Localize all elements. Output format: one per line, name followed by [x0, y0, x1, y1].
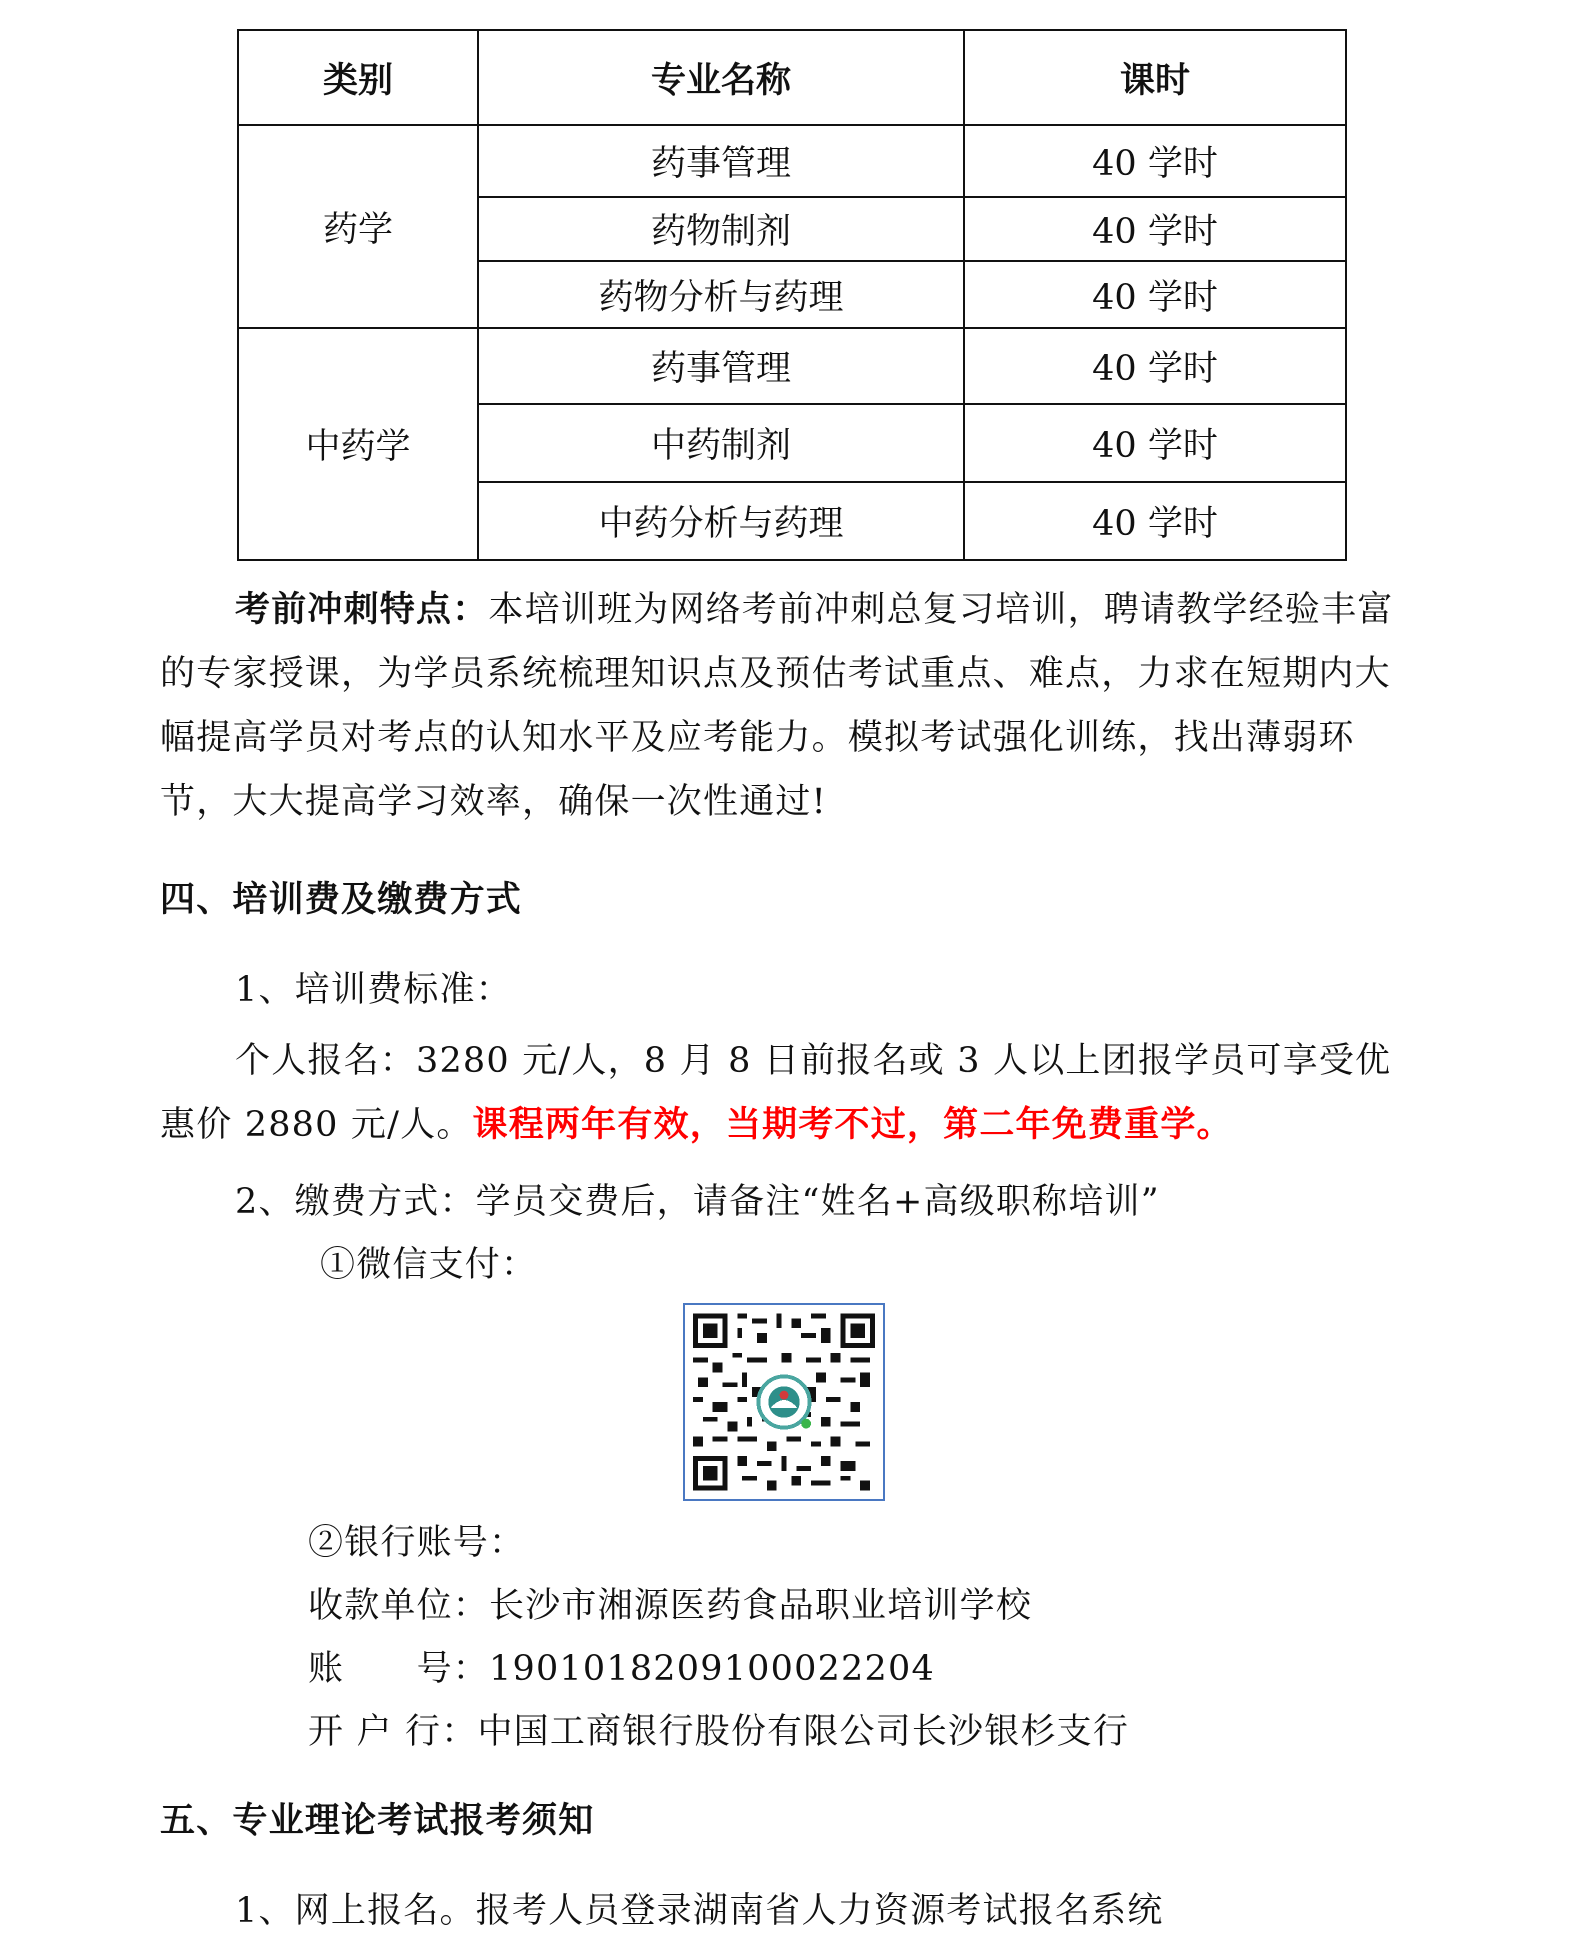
major-cell: 药事管理	[478, 125, 964, 197]
section4-title: 四、培训费及缴费方式	[160, 879, 523, 920]
section5-item1: 1、网上报名。报考人员登录湖南省人力资源考试报名系统	[235, 1891, 1164, 1931]
fee-text: 个人报名：3280 元/人，8 月 8 日前报名或 3 人以上团报学员可享受优惠价 2880 元/人。	[160, 1041, 1392, 1145]
bank-name-line	[308, 1704, 1129, 1754]
category-cell: 中药学	[238, 328, 478, 560]
major-cell: 药物制剂	[478, 197, 964, 261]
major-cell: 药事管理	[478, 328, 964, 404]
wechat-label: ①微信支付：	[320, 1245, 538, 1285]
bank-label: ②银行账号：	[308, 1523, 526, 1563]
qr-code-icon	[693, 1313, 875, 1491]
hours-cell: 40 学时	[964, 197, 1346, 261]
fee-highlight: 课程两年有效，当期考不过，第二年免费重学。	[472, 1104, 1233, 1145]
account-line	[308, 1641, 935, 1691]
features-text: 本培训班为网络考前冲刺总复习培训，聘请教学经验丰富的专家授课，为学员系统梳理知识点及预估考试重点、难点，力求在短期内大幅提高学员对考点的认知水平及应考能力。模拟考试强化训练，找出薄弱环节，大大提高学习效率，确保一次性通过!	[160, 590, 1394, 822]
major-cell: 中药分析与药理	[478, 482, 964, 560]
hours-cell: 40 学时	[964, 261, 1346, 328]
hours-cell: 40 学时	[964, 328, 1346, 404]
features-label: 考前冲刺特点：	[235, 589, 489, 630]
table-header-row	[238, 30, 1346, 125]
bank-name-value: 中国工商银行股份有限公司长沙银杉支行	[477, 1712, 1130, 1752]
account-value: 1901018209100022204	[489, 1649, 935, 1689]
category-cell: 药学	[238, 125, 478, 328]
major-cell: 中药制剂	[478, 404, 964, 482]
features-paragraph	[160, 578, 1420, 834]
hours-cell: 40 学时	[964, 125, 1346, 197]
payee-label: 收款单位：	[308, 1586, 490, 1626]
bank-name-label: 开 户 行：	[308, 1712, 478, 1752]
table-row	[238, 328, 1346, 404]
payee-line	[308, 1578, 1032, 1628]
hours-cell: 40 学时	[964, 482, 1346, 560]
major-cell: 药物分析与药理	[478, 261, 964, 328]
header-major: 专业名称	[478, 30, 964, 125]
table-row	[238, 125, 1346, 197]
payment-line: 2、缴费方式：学员交费后，请备注“姓名+高级职称培训”	[235, 1182, 1160, 1222]
header-hours: 课时	[964, 30, 1346, 125]
course-table	[237, 29, 1347, 561]
fee-paragraph	[160, 1029, 1420, 1157]
wechat-qr-code	[683, 1303, 885, 1501]
payee-value: 长沙市湘源医药食品职业培训学校	[489, 1586, 1033, 1626]
section5-title: 五、专业理论考试报考须知	[160, 1800, 595, 1841]
header-category: 类别	[238, 30, 478, 125]
account-label: 账 号：	[308, 1649, 490, 1689]
fee-label: 1、培训费标准：	[235, 970, 512, 1010]
hours-cell: 40 学时	[964, 404, 1346, 482]
